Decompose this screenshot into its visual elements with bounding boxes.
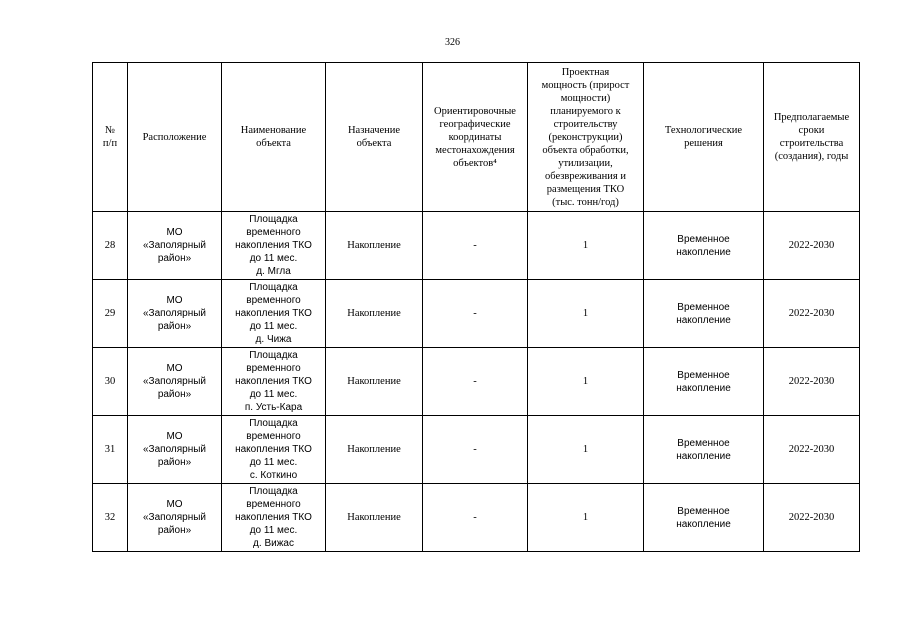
row-coordinates: -	[423, 212, 528, 280]
table-row	[93, 280, 860, 348]
row-purpose: Накопление	[326, 416, 423, 484]
row-construction-term: 2022-2030	[764, 484, 860, 552]
row-capacity: 1	[528, 484, 644, 552]
header-capacity: Проектная мощность (прирост мощности) планируемого к строительству (реконструкции) объекта обработки, утилизации, обезвреживания и размещения ТКО (тыс. тонн/год)	[528, 63, 644, 212]
row-location: МО «Заполярный район»	[128, 212, 222, 280]
header-location: Расположение	[128, 63, 222, 212]
row-number: 32	[93, 484, 128, 552]
row-location: МО «Заполярный район»	[128, 348, 222, 416]
header-purpose: Назначение объекта	[326, 63, 423, 212]
row-tech-solutions: Временное накопление	[644, 416, 764, 484]
row-purpose: Накопление	[326, 212, 423, 280]
header-object-name: Наименование объекта	[222, 63, 326, 212]
row-coordinates: -	[423, 280, 528, 348]
header-number: № п/п	[93, 63, 128, 212]
row-construction-term: 2022-2030	[764, 348, 860, 416]
row-number: 28	[93, 212, 128, 280]
row-capacity: 1	[528, 212, 644, 280]
row-number: 31	[93, 416, 128, 484]
row-coordinates: -	[423, 416, 528, 484]
page-number: 326	[445, 37, 460, 48]
row-object-name: Площадка временного накопления ТКО до 11 мес. с. Коткино	[222, 416, 326, 484]
table-row	[93, 484, 860, 552]
row-location: МО «Заполярный район»	[128, 280, 222, 348]
row-object-name: Площадка временного накопления ТКО до 11 мес. д. Вижас	[222, 484, 326, 552]
row-coordinates: -	[423, 348, 528, 416]
row-object-name: Площадка временного накопления ТКО до 11 мес. д. Мгла	[222, 212, 326, 280]
row-purpose: Накопление	[326, 484, 423, 552]
row-number: 30	[93, 348, 128, 416]
header-coordinates: Ориентировочные географические координаты местонахождения объектов⁴	[423, 63, 528, 212]
row-capacity: 1	[528, 280, 644, 348]
row-construction-term: 2022-2030	[764, 212, 860, 280]
row-location: МО «Заполярный район»	[128, 416, 222, 484]
row-capacity: 1	[528, 416, 644, 484]
row-tech-solutions: Временное накопление	[644, 212, 764, 280]
header-tech-solutions: Технологические решения	[644, 63, 764, 212]
row-purpose: Накопление	[326, 280, 423, 348]
row-construction-term: 2022-2030	[764, 416, 860, 484]
row-tech-solutions: Временное накопление	[644, 280, 764, 348]
table-row	[93, 212, 860, 280]
row-coordinates: -	[423, 484, 528, 552]
table-row	[93, 348, 860, 416]
header-construction-term: Предполагаемые сроки строительства (создания), годы	[764, 63, 860, 212]
row-construction-term: 2022-2030	[764, 280, 860, 348]
table-row	[93, 416, 860, 484]
header-row	[93, 63, 860, 212]
row-capacity: 1	[528, 348, 644, 416]
row-object-name: Площадка временного накопления ТКО до 11 мес. п. Усть-Кара	[222, 348, 326, 416]
row-tech-solutions: Временное накопление	[644, 484, 764, 552]
row-object-name: Площадка временного накопления ТКО до 11 мес. д. Чижа	[222, 280, 326, 348]
row-number: 29	[93, 280, 128, 348]
row-tech-solutions: Временное накопление	[644, 348, 764, 416]
row-location: МО «Заполярный район»	[128, 484, 222, 552]
row-purpose: Накопление	[326, 348, 423, 416]
waste-facilities-table	[92, 62, 860, 552]
